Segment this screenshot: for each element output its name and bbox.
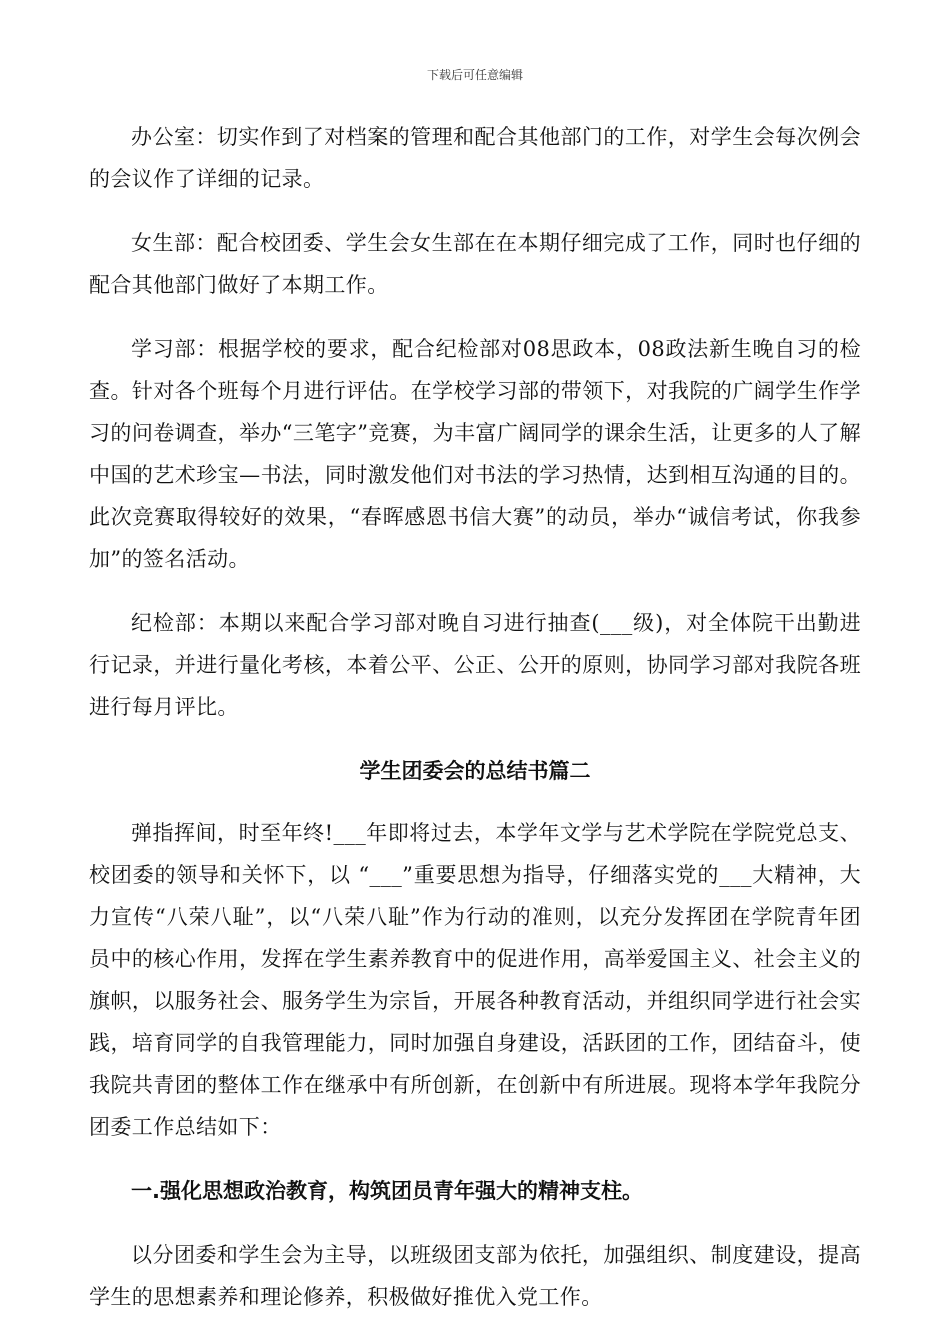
page-header: 下载后可任意编辑: [426, 68, 523, 82]
document-body: [89, 116, 861, 1340]
subheading-ideology: 一.强化思想政治教育，构筑团员青年强大的精神支柱。: [131, 1179, 643, 1203]
paragraph-office: 办公室：切实作到了对档案的管理和配合其他部门的工作，对学生会每次例会的会议作了详细的记录。: [89, 125, 861, 191]
paragraph-girls-department: 女生部：配合校团委、学生会女生部在在本期仔细完成了工作，同时也仔细的配合其他部门做好了本期工作。: [89, 231, 861, 297]
section-title: 学生团委会的总结书篇二: [359, 759, 591, 783]
paragraph-intro: 弹指挥间，时至年终!___年即将过去，本学年文学与艺术学院在学院党总支、校团委的领导和关怀下，以 “___”重要思想为指导，仔细落实党的___大精神，大力宣传“八荣八耻”，以“八荣八耻”作为行动的准则，以充分发挥团在学院青年团员中的核心作用，发挥在学生素养教育中的促进作用，高举爱国主义、社会主义的旗帜，以服务社会、服务学生为宗旨，开展各种教育活动，并组织同学进行社会实践，培育同学的自我管理能力，同时加强自身建设，活跃团的工作，团结奋斗，使我院共青团的整体工作在继承中有所创新，在创新中有所进展。现将本学年我院分团委工作总结如下：: [89, 821, 861, 1139]
paragraph-study-department: 学习部：根据学校的要求，配合纪检部对08思政本，08政法新生晚自习的检查。针对各个班每个月进行评估。在学校学习部的带领下，对我院的广阔学生作学习的问卷调查，举办“三笔字”竞赛，为丰富广阔同学的课余生活，让更多的人了解中国的艺术珍宝—书法，同时激发他们对书法的学习热情，达到相互沟通的目的。此次竞赛取得较好的效果，“春晖感恩书信大赛”的动员，举办“诚信考试，你我参加”的签名活动。: [89, 337, 861, 571]
paragraph-ideology: 以分团委和学生会为主导，以班级团支部为依托，加强组织、制度建设，提高学生的思想素养和理论修养，积极做好推优入党工作。: [89, 1243, 861, 1309]
paragraph-discipline-department: 纪检部：本期以来配合学习部对晚自习进行抽查(___级)，对全体院干出勤进行记录，并进行量化考核，本着公平、公正、公开的原则，协同学习部对我院各班进行每月评比。: [89, 611, 861, 719]
